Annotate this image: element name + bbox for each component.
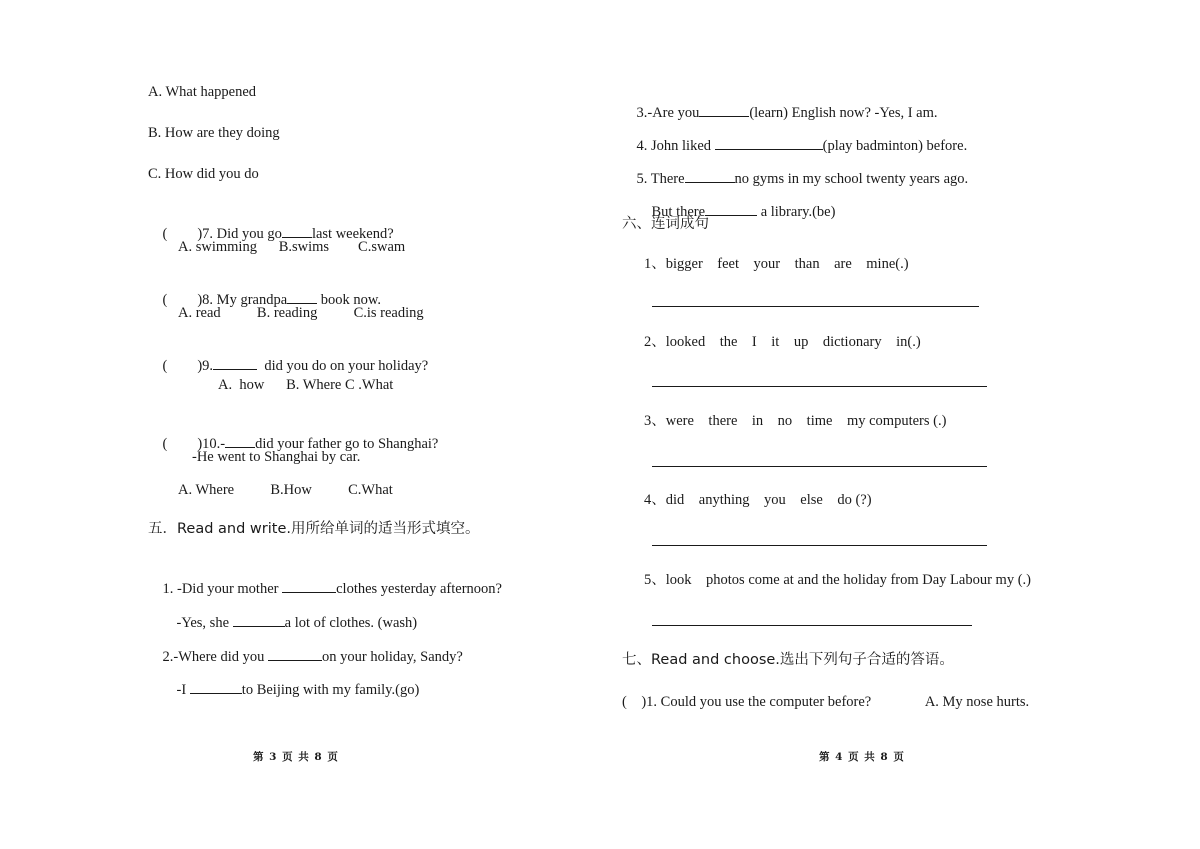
answer-blank[interactable] bbox=[715, 135, 823, 150]
question-10-options: A. Where B.How C.What bbox=[178, 482, 393, 498]
write-question-5-part-2: But there a library.(be) bbox=[637, 183, 835, 239]
question-7-options: A. swimming B.swims C.swam bbox=[178, 239, 406, 255]
right-page bbox=[600, 0, 1200, 849]
page-footer-4: 第 4 页 共 8 页 bbox=[819, 751, 905, 763]
answer-bracket-open: ( bbox=[162, 226, 168, 242]
section-5-heading: 五．Read and write.用所给单词的适当形式填空。 bbox=[148, 521, 480, 537]
question-8: ( )8. My grandpa book now. bbox=[148, 271, 381, 327]
answer-blank[interactable] bbox=[268, 646, 322, 661]
page-footer-3: 第 3 页 共 8 页 bbox=[253, 751, 339, 763]
sentence-4-words: 4、did anything you else do (?) bbox=[644, 492, 872, 508]
option-b-how-are-they-doing: B. How are they doing bbox=[148, 125, 280, 141]
sentence-2-words: 2、looked the I it up dictionary in(.) bbox=[644, 334, 921, 350]
answer-blank[interactable] bbox=[213, 355, 257, 370]
question-10: ( )10.- did your father go to Shanghai? bbox=[148, 415, 438, 471]
question-10-response: -He went to Shanghai by car. bbox=[192, 449, 361, 465]
answer-blank[interactable] bbox=[282, 578, 336, 593]
answer-blank[interactable] bbox=[287, 289, 317, 304]
sentence-3-words: 3、were there in no time my computers (.) bbox=[644, 413, 947, 429]
question-9-options: A. how B. Where C .What bbox=[218, 377, 394, 393]
choose-question-1: ( )1. Could you use the computer before? A. My nose hurts. bbox=[622, 694, 1030, 710]
question-9: ( )9. did you do on your holiday? bbox=[148, 337, 428, 393]
write-question-5: 5. There no gyms in my school twenty years ago. bbox=[622, 150, 968, 206]
answer-blank[interactable] bbox=[233, 612, 285, 627]
write-question-3: 3.-Are you (learn) English now? -Yes, I am. bbox=[622, 84, 938, 140]
sentence-1-words: 1、bigger feet your than are mine(.) bbox=[644, 256, 909, 272]
option-a-what-happened: A. What happened bbox=[148, 84, 257, 100]
answer-blank[interactable] bbox=[282, 223, 312, 238]
answer-line-1[interactable] bbox=[652, 306, 979, 307]
answer-blank[interactable] bbox=[699, 102, 749, 117]
answer-line-3[interactable] bbox=[652, 466, 987, 467]
question-8-options: A. read B. reading C.is reading bbox=[178, 305, 424, 321]
answer-blank[interactable] bbox=[705, 201, 757, 216]
write-question-4: 4. John liked (play badminton) before. bbox=[622, 117, 967, 173]
answer-line-5[interactable] bbox=[652, 625, 972, 626]
answer-blank[interactable] bbox=[225, 433, 255, 448]
section-7-heading: 七、Read and choose.选出下列句子合适的答语。 bbox=[622, 652, 954, 668]
answer-line-4[interactable] bbox=[652, 545, 987, 546]
write-question-1-response: -Yes, she a lot of clothes. (wash) bbox=[162, 594, 417, 650]
answer-blank[interactable] bbox=[685, 168, 735, 183]
option-c-how-did-you-do: C. How did you do bbox=[148, 166, 259, 182]
answer-line-2[interactable] bbox=[652, 386, 987, 387]
write-question-1: 1. -Did your mother clothes yesterday afternoon? bbox=[148, 560, 502, 616]
write-question-2-response: -I to Beijing with my family.(go) bbox=[162, 661, 419, 717]
section-6-heading: 六、连词成句 bbox=[622, 216, 709, 232]
write-question-2: 2.-Where did you on your holiday, Sandy? bbox=[148, 628, 463, 684]
answer-blank[interactable] bbox=[190, 679, 242, 694]
sentence-5-words: 5、look photos come at and the holiday from Day Labour my (.) bbox=[644, 572, 1031, 588]
question-7: ( )7. Did you go last weekend? bbox=[148, 205, 394, 261]
